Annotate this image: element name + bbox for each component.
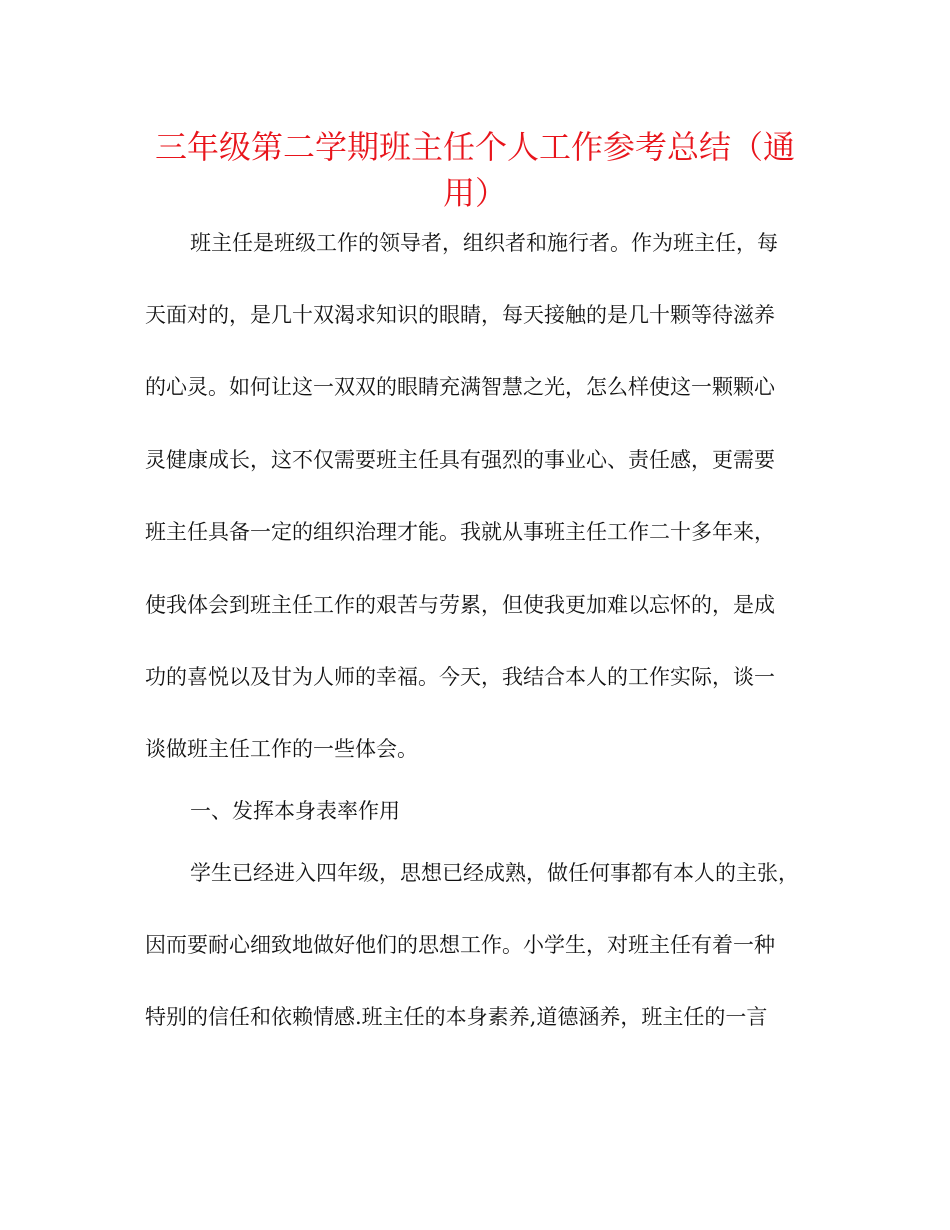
paragraph-line: 谈做班主任工作的一些体会。: [145, 737, 418, 761]
paragraph-line: 特别的信任和依赖情感.班主任的本身素养,道德涵养，班主任的一言: [145, 1005, 768, 1029]
paragraph-line: 天面对的，是几十双渴求知识的眼睛，每天接触的是几十颗等待滋养: [145, 303, 775, 327]
paragraph-line: 班主任是班级工作的领导者，组织者和施行者。作为班主任，每: [190, 231, 778, 255]
paragraph-line: 的心灵。如何让这一双双的眼睛充满智慧之光，怎么样使这一颗颗心: [145, 375, 775, 399]
document-title: 三年级第二学期班主任个人工作参考总结（通用）: [154, 128, 795, 212]
paragraph-line: 灵健康成长，这不仅需要班主任具有强烈的事业心、责任感，更需要: [145, 448, 775, 472]
paragraph-line: 功的喜悦以及甘为人师的幸福。今天，我结合本人的工作实际，谈一: [145, 665, 775, 689]
section-heading: 一、发挥本身表率作用: [190, 799, 400, 823]
paragraph-line: 因而要耐心细致地做好他们的思想工作。小学生，对班主任有着一种: [145, 933, 775, 957]
paragraph-line: 学生已经进入四年级，思想已经成熟，做任何事都有本人的主张，: [190, 861, 799, 885]
paragraph-line: 班主任具备一定的组织治理才能。我就从事班主任工作二十多年来，: [145, 520, 775, 544]
paragraph-line: 使我体会到班主任工作的艰苦与劳累，但使我更加难以忘怀的，是成: [145, 593, 775, 617]
